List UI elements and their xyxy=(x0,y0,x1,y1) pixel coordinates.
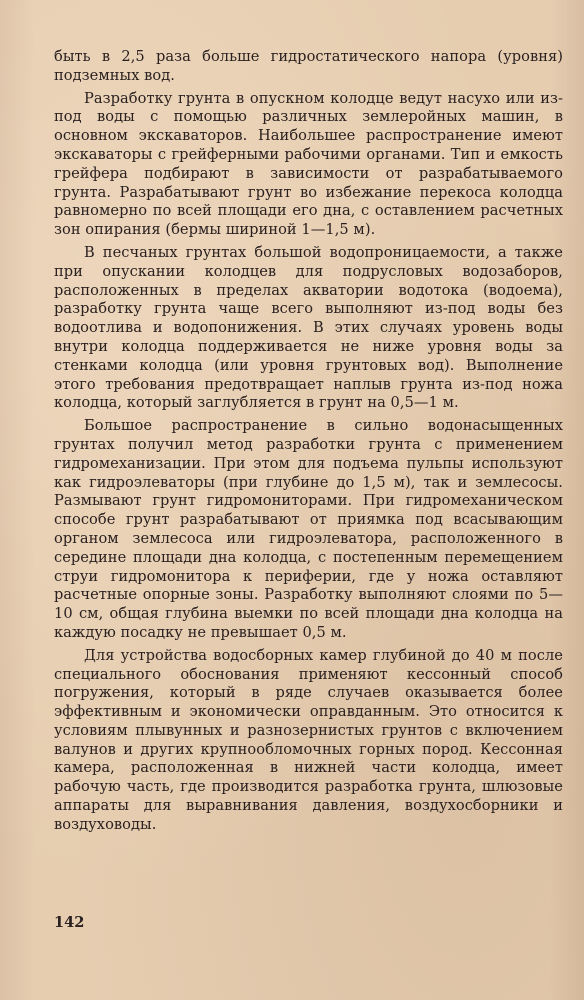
book-page-text xyxy=(54,48,563,948)
paragraph-caisson: Для устройства водосборных камер глубиной до 40 м после специального обоснования применяют кессонный способ погружения, который в ряде случаев оказывается более эффективным и экономически оправданным. Это относится к условиям плывунных и разнозернистых грунтов с включением валунов и других крупнообломочных горных пород. Кессонная камера, расположенная в нижней части колодца, имеет рабочую часть, где производится разработка грунта, шлюзовые аппараты для выравнивания давления, воздухосборники и воздуховоды. xyxy=(54,646,563,833)
page-number: 142 xyxy=(54,914,85,931)
paragraph-excavation: Разработку грунта в опускном колодце ведут насухо или из-под воды с помощью различных землеройных машин, в основном экскаваторов. Наибольшее распространение имеют экскаваторы с грейферными рабочими органами. Тип и емкость грейфера подбирают в зависимости от разрабатываемого грунта. Разрабатывают грунт во избежание перекоса колодца равномерно по всей площади его дна, с оставлением расчетных зон опирания (бермы шириной 1—1,5 м). xyxy=(54,89,563,239)
paragraph-continuation: быть в 2,5 раза больше гидростатического напора (уровня) подземных вод. xyxy=(54,48,563,84)
paragraph-hydromechanization: Большое распространение в сильно водонасыщенных грунтах получил метод разработки грунта с применением гидромеханизации. При этом для подъема пульпы используют как гидроэлеваторы (при глубине до 1,5 м), так и землесосы. Размывают грунт гидромониторами. При гидромеханическом способе грунт разрабатывают от приямка под всасывающим органом землесоса или гидроэлеватора, расположенного в середине площади дна колодца, с постепенным перемещением струи гидромонитора к периферии, где у ножа оставляют расчетные опорные зоны. Разработку выполняют слоями по 5—10 см, общая глубина выемки по всей площади дна колодца на каждую посадку не превышает 0,5 м. xyxy=(54,417,563,641)
paragraph-sandy-soils: В песчаных грунтах большой водопроницаемости, а также при опускании колодцев для подрусловых водозаборов, расположенных в пределах акватории водотока (водоема), разработку грунта чаще всего выполняют из-под воды без водоотлива и водопонижения. В этих случаях уровень воды внутри колодца поддерживается не ниже уровня воды за стенками колодца (или уровня грунтовых вод). Выполнение этого требования предотвращает наплыв грунта из-под ножа колодца, который заглубляется в грунт на 0,5—1 м. xyxy=(54,243,563,412)
